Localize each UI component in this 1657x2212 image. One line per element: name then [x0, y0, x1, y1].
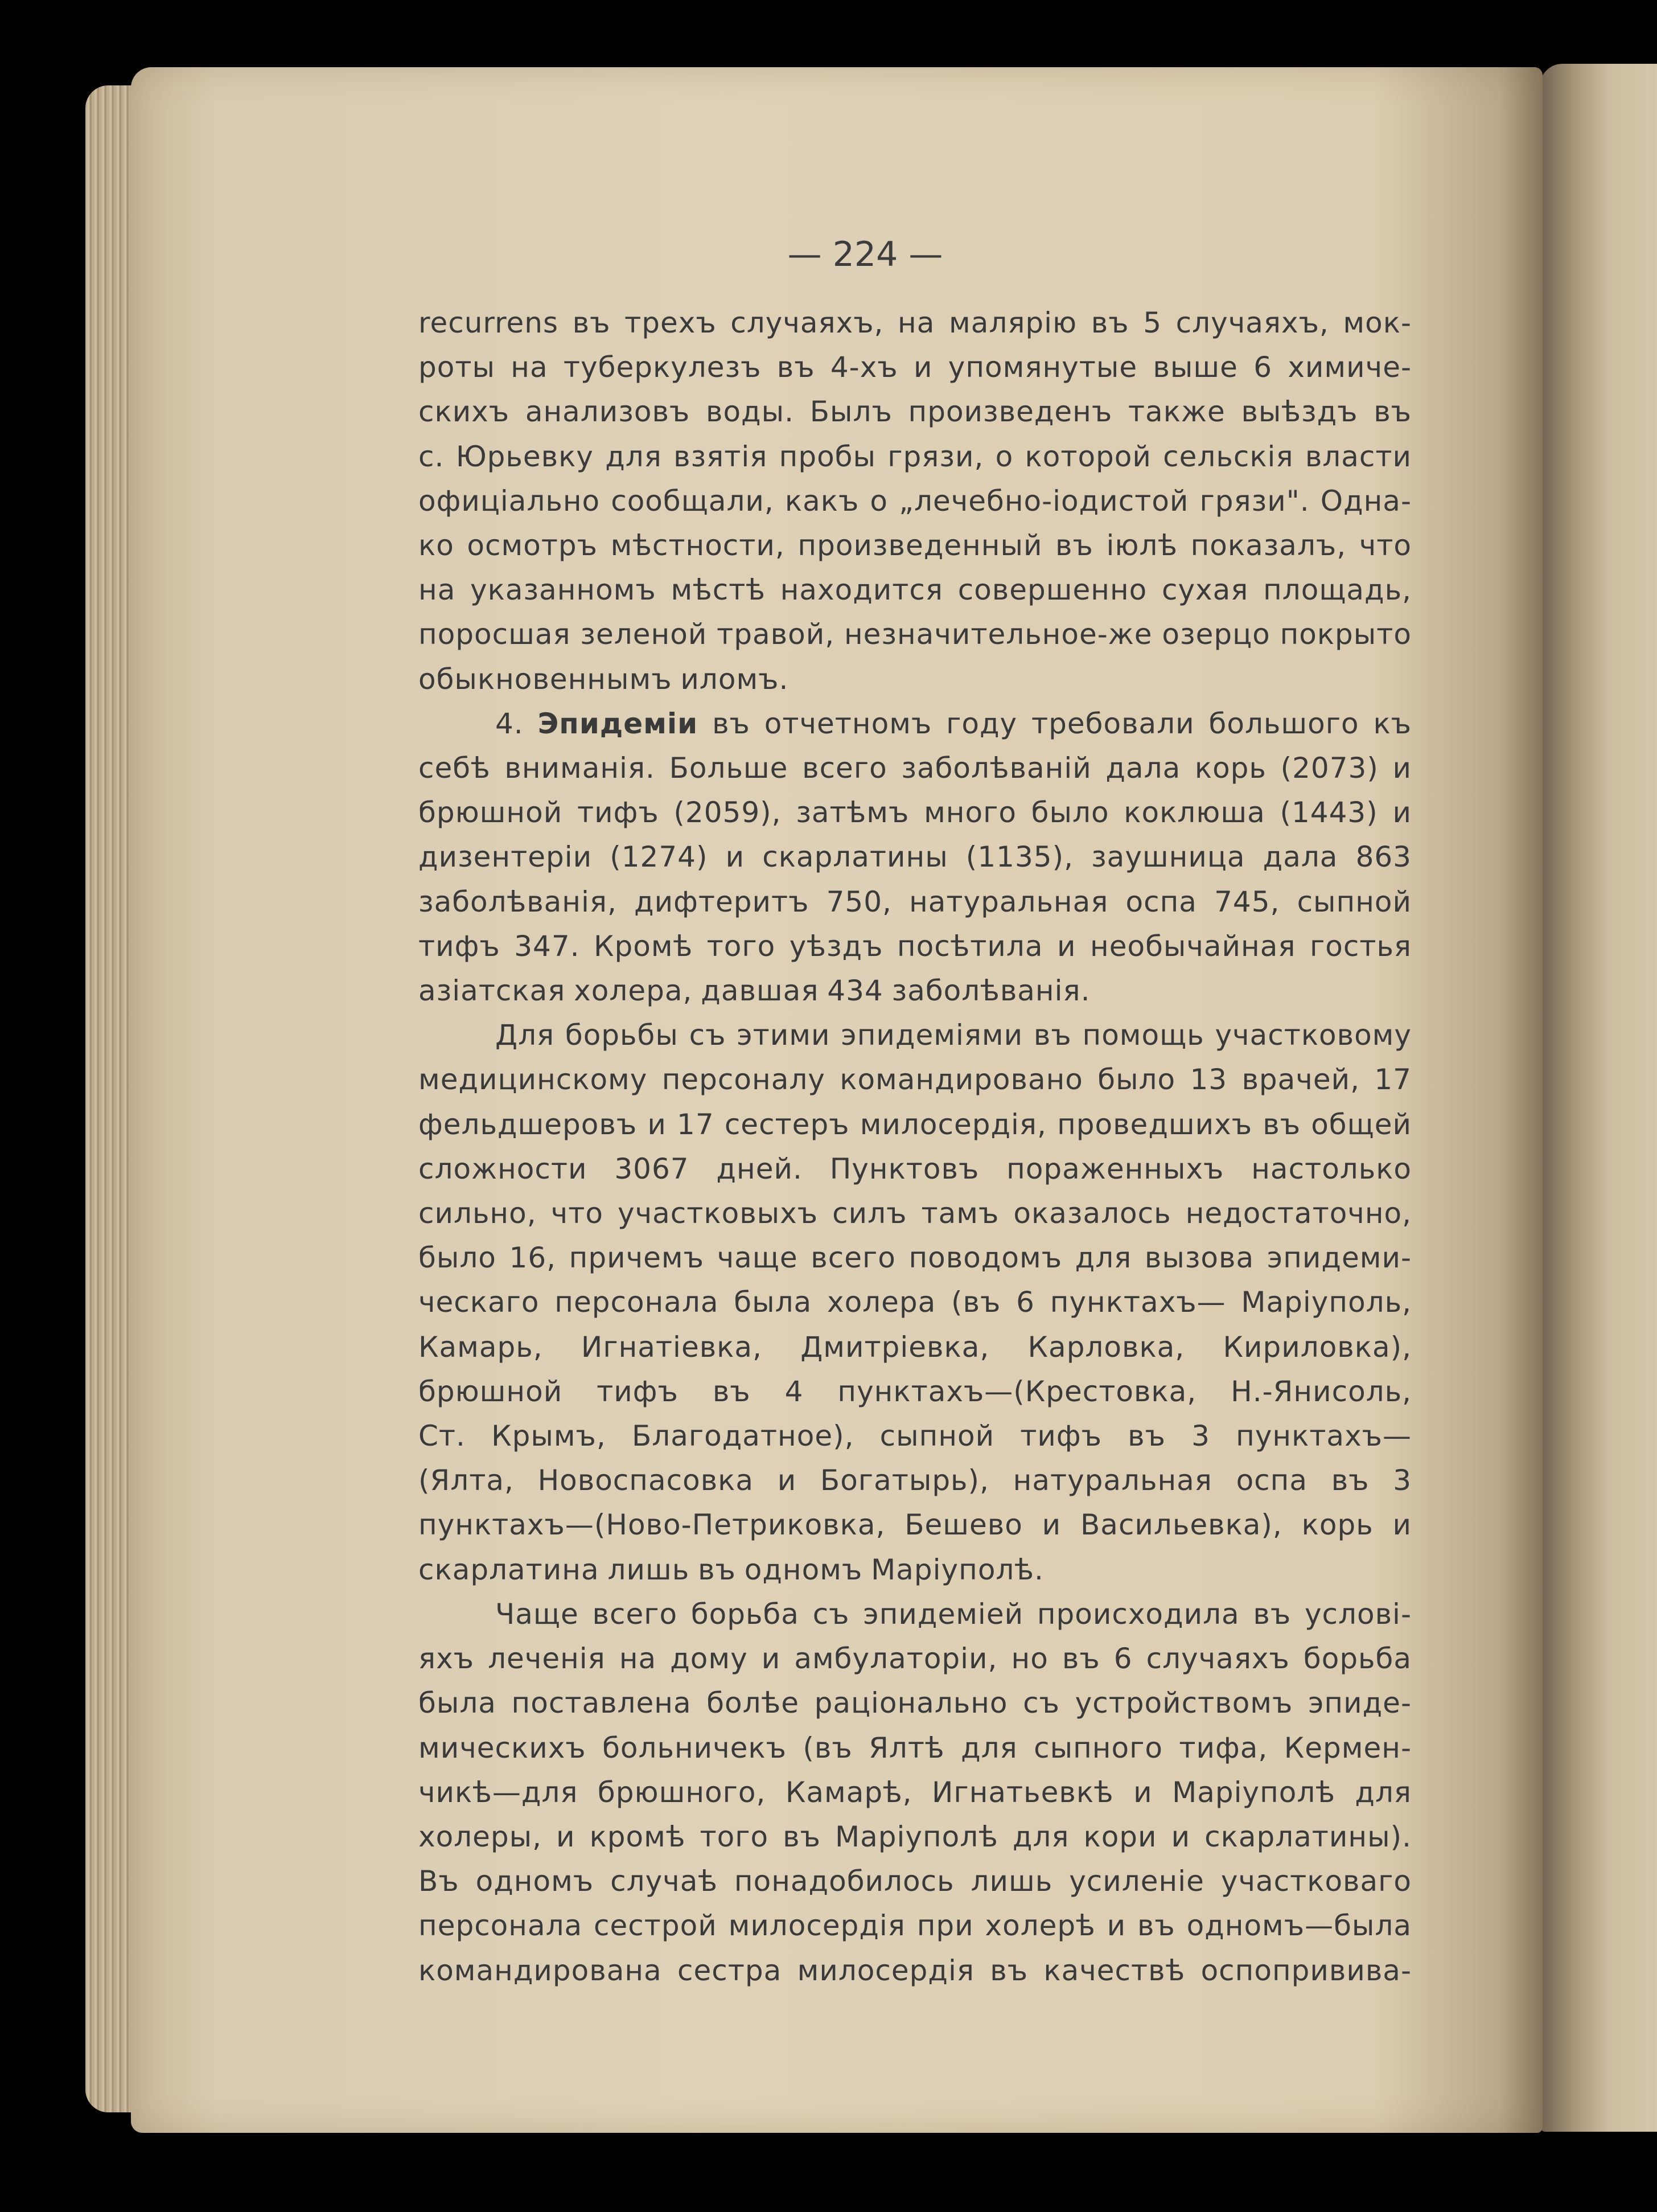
text-line: скарлатина лишь въ одномъ Маріуполѣ.: [418, 1553, 1044, 1586]
text-line: было 16, причемъ чаще всего поводомъ для вызова эпидеми-: [418, 1241, 1412, 1275]
text-line: себѣ вниманія. Больше всего заболѣваній дала корь (2073) и: [418, 752, 1412, 785]
text-line: на указанномъ мѣстѣ находится совершенно сухая площадь,: [418, 573, 1412, 607]
text-line: персонала сестрой милосердія при холерѣ и въ одномъ—была: [418, 1909, 1412, 1943]
text-line: брюшной тифъ (2059), затѣмъ много было коклюша (1443) и: [418, 796, 1412, 830]
section-lead: 4.: [495, 707, 538, 740]
text-line: мическихъ больничекъ (въ Ялтѣ для сыпного тифа, Кермен-: [418, 1731, 1412, 1764]
text-line: [342, 1592, 1412, 1636]
text-line: яхъ леченія на дому и амбулаторіи, но въ 6 случаяхъ борьба: [418, 1642, 1412, 1676]
text-line: поросшая зеленой травой, незначительное-же озерцо покрыто: [418, 618, 1412, 651]
paragraph-4: [342, 1592, 1412, 1993]
text-line: [342, 1013, 1412, 1057]
text-line: с. Юрьевку для взятія пробы грязи, о которой сельскія власти: [418, 440, 1412, 473]
text-line: (Ялта, Новоспасовка и Богатырь), натуральная оспа въ 3: [418, 1464, 1412, 1497]
text-line: сложности 3067 дней. Пунктовъ пораженныхъ настолько: [418, 1152, 1412, 1185]
text-line: азіатская холера, давшая 434 заболѣванія.: [418, 974, 1091, 1008]
text-line: медицинскому персоналу командировано было 13 врачей, 17: [418, 1063, 1412, 1097]
text-line: холеры, и кромѣ того въ Маріуполѣ для кори и скарлатины).: [418, 1820, 1412, 1853]
text-line: Камарь, Игнатіевка, Дмитріевка, Карловка, Кириловка),: [418, 1330, 1412, 1364]
paragraph-3: [342, 1013, 1412, 1592]
paragraph-2: [342, 701, 1412, 1013]
section-heading: Эпидеміи: [537, 707, 698, 740]
text-line: ко осмотръ мѣстности, произведенный въ іюлѣ показалъ, что: [418, 529, 1412, 563]
text-line: пунктахъ—(Ново-Петриковка, Бешево и Васильевка), корь и: [418, 1508, 1412, 1542]
text-line: офиціально сообщали, какъ о „лечебно-іодистой грязи". Одна-: [418, 484, 1412, 518]
text-segment: въ отчетномъ году требовали большого къ: [698, 707, 1412, 740]
text-line: [342, 701, 1412, 746]
text-line: брюшной тифъ въ 4 пунктахъ—(Крестовка, Н.-Янисоль,: [418, 1374, 1412, 1408]
text-line: фельдшеровъ и 17 сестеръ милосердія, проведшихъ въ общей: [418, 1107, 1412, 1141]
text-line: обыкновеннымъ иломъ.: [418, 662, 789, 696]
text-line: Въ одномъ случаѣ понадобилось лишь усиленіе участковаго: [418, 1865, 1412, 1898]
text-line: Ст. Крымъ, Благодатное), сыпной тифъ въ 3 пунктахъ—: [418, 1419, 1412, 1453]
text-segment: Для борьбы съ этими эпидеміями въ помощь участковому: [495, 1019, 1412, 1052]
page-number: — 224 —: [787, 235, 943, 274]
text-line: чикѣ—для брюшного, Камарѣ, Игнатьевкѣ и Маріуполѣ для: [418, 1775, 1412, 1809]
paragraph-1: [342, 301, 1412, 701]
text-line: сильно, что участковыхъ силъ тамъ оказалось недостаточно,: [418, 1197, 1412, 1230]
text-segment: Чаще всего борьба съ эпидеміей происходила въ услові-: [495, 1597, 1412, 1631]
text-line: роты на туберкулезъ въ 4-хъ и упомянутые выше 6 химиче-: [418, 351, 1412, 384]
text-line: заболѣванія, дифтеритъ 750, натуральная оспа 745, сыпной: [418, 885, 1412, 918]
text-line: дизентеріи (1274) и скарлатины (1135), заушница дала 863: [418, 840, 1412, 874]
text-line: скихъ анализовъ воды. Былъ произведенъ также выѣздъ въ: [418, 395, 1412, 429]
page-text: [342, 301, 1412, 1993]
text-line: была поставлена болѣе раціонально съ устройствомъ эпиде-: [418, 1686, 1412, 1720]
text-line: командирована сестра милосердія въ качествѣ оспопривива-: [418, 1954, 1412, 1987]
facing-page-edge: [1540, 64, 1657, 2132]
text-line: recurrens въ трехъ случаяхъ, на малярію въ 5 случаяхъ, мок-: [418, 306, 1412, 339]
text-line: тифъ 347. Кромѣ того уѣздъ посѣтила и необычайная гостья: [418, 929, 1412, 963]
text-line: ческаго персонала была холера (въ 6 пунктахъ— Маріуполь,: [418, 1286, 1412, 1319]
